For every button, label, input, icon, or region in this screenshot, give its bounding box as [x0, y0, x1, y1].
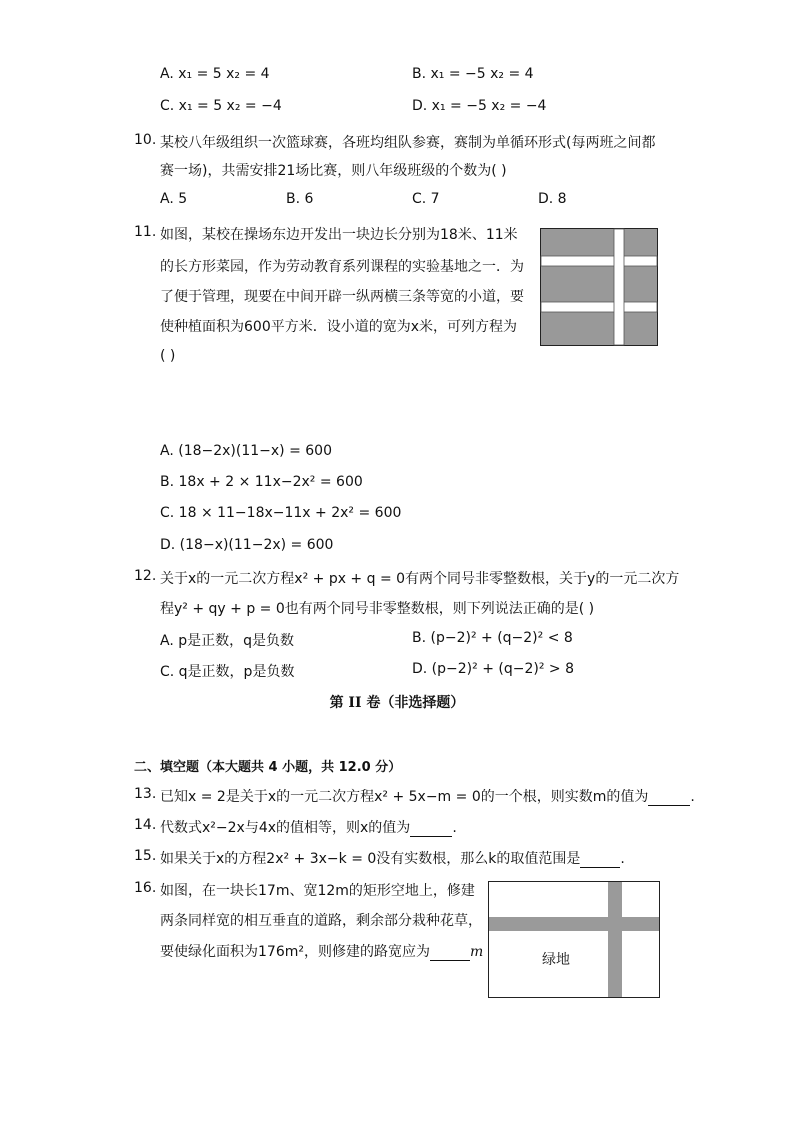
vertical-road	[608, 882, 622, 997]
q12-line2: 程y² + qy + p = 0也有两个同号非零整数根，则下列说法正确的是( )	[160, 601, 595, 617]
q10-line2: 赛一场)，共需安排21场比赛，则八年级班级的个数为( )	[160, 163, 507, 179]
q13-end: .	[690, 789, 695, 805]
q16-answer-blank	[430, 944, 470, 961]
part2-title: 第 II 卷（非选择题）	[329, 695, 465, 711]
field-outline	[489, 882, 660, 998]
q16-line2: 两条同样宽的相互垂直的道路，剩余部分栽种花草，	[160, 913, 482, 929]
q9-option-d: D. x₁ = −5 x₂ = −4	[412, 98, 547, 114]
q10-number: 10.	[134, 132, 157, 148]
q16-text: 要使绿化面积为176m²，则修建的路宽应为	[160, 944, 430, 960]
vertical-path	[614, 229, 624, 345]
q15-end: .	[620, 851, 625, 867]
horizontal-path-2	[541, 302, 657, 312]
q10-line1: 某校八年级组织一次篮球赛，各班均组队参赛，赛制为单循环形式(每两班之间都	[160, 135, 656, 151]
q10-option-a: A. 5	[160, 191, 188, 207]
q11-line2: 的长方形菜园，作为劳动教育系列课程的实验基地之一．为	[160, 259, 524, 275]
q14-answer-blank	[410, 820, 452, 837]
section2-title: 二、填空题（本大题共 4 小题，共 12.0 分）	[134, 760, 402, 775]
q10-option-d: D. 8	[538, 191, 567, 207]
q16-unit: m	[469, 944, 484, 960]
q13-number: 13.	[134, 786, 157, 802]
q16-field-figure	[488, 881, 660, 998]
q15-answer-blank	[580, 851, 620, 868]
q15-text: 如果关于x的方程2x² + 3x−k = 0没有实数根，那么k的取值范围是	[160, 851, 581, 867]
q9-option-a: A. x₁ = 5 x₂ = 4	[160, 66, 270, 82]
q12-option-a: A. p是正数，q是负数	[160, 633, 295, 649]
q14-text: 代数式x²−2x与4x的值相等，则x的值为	[160, 820, 411, 836]
q11-garden-figure	[540, 228, 658, 346]
q13-text: 已知x = 2是关于x的一元二次方程x² + 5x−m = 0的一个根，则实数m的值为	[160, 789, 649, 805]
q15-number: 15.	[134, 848, 157, 864]
green-area-label: 绿地	[542, 952, 570, 968]
q13-line	[160, 786, 695, 806]
horizontal-path-1	[541, 256, 657, 266]
q11-number: 11.	[134, 224, 157, 240]
q11-option-d: D. (18−x)(11−2x) = 600	[160, 537, 334, 553]
q16-number: 16.	[134, 880, 157, 896]
q11-line4: 使种植面积为600平方米．设小道的宽为x米，可列方程为	[160, 319, 518, 335]
garden-plot	[541, 229, 658, 346]
q10-option-b: B. 6	[286, 191, 314, 207]
q12-option-c: C. q是正数，p是负数	[160, 664, 295, 680]
q11-option-b: B. 18x + 2 × 11x−2x² = 600	[160, 474, 363, 490]
horizontal-road	[489, 917, 659, 931]
q11-line1: 如图，某校在操场东边开发出一块边长分别为18米、11米	[160, 227, 518, 243]
q15-line	[160, 848, 625, 868]
q11-option-a: A. (18−2x)(11−x) = 600	[160, 443, 332, 459]
q10-option-c: C. 7	[412, 191, 440, 207]
q14-line	[160, 817, 457, 837]
q12-option-b: B. (p−2)² + (q−2)² < 8	[412, 630, 573, 646]
q16-line1: 如图，在一块长17m、宽12m的矩形空地上，修建	[160, 883, 475, 899]
q12-line1: 关于x的一元二次方程x² + px + q = 0有两个同号非零整数根，关于y的一元二次方	[160, 571, 680, 587]
q11-option-c: C. 18 × 11−18x−11x + 2x² = 600	[160, 505, 402, 521]
q14-number: 14.	[134, 817, 157, 833]
q9-option-b: B. x₁ = −5 x₂ = 4	[412, 66, 534, 82]
q16-line3	[160, 941, 483, 961]
q12-option-d: D. (p−2)² + (q−2)² > 8	[412, 661, 574, 677]
q11-line3: 了便于管理，现要在中间开辟一纵两横三条等宽的小道，要	[160, 289, 524, 305]
q14-end: .	[452, 820, 457, 836]
q12-number: 12.	[134, 568, 157, 584]
q13-answer-blank	[648, 789, 690, 806]
q9-option-c: C. x₁ = 5 x₂ = −4	[160, 98, 282, 114]
q11-line5: ( )	[160, 348, 176, 364]
